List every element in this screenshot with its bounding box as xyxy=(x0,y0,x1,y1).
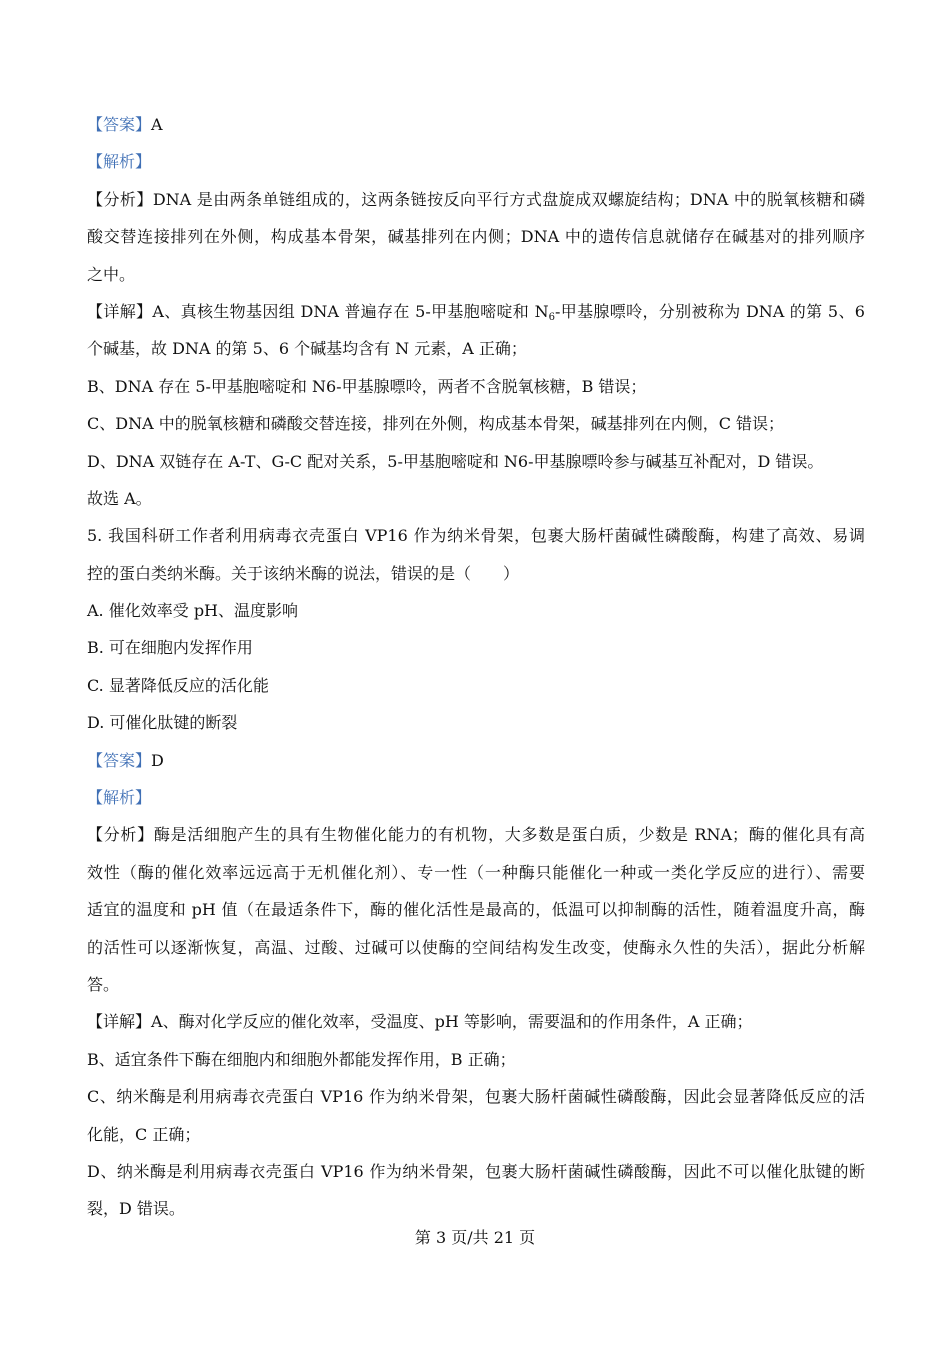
text-line: 酸交替连接排列在外侧，构成基本骨架，碱基排列在内侧；DNA 中的遗传信息就储存在碱基对的排列顺序 xyxy=(87,227,865,247)
xiangjie-label: 【详解】 xyxy=(87,1012,152,1032)
q4-fenxi xyxy=(87,187,865,299)
document-page xyxy=(87,112,865,1234)
text-line: 效性（酶的催化效率远远高于无机催化剂）、专一性（一种酶只能催化一种或一类化学反应的进行）、需要 xyxy=(87,862,865,882)
analysis-label: 【解析】 xyxy=(87,152,152,172)
q5-options xyxy=(87,598,865,748)
option-d: D. 可催化肽键的断裂 xyxy=(87,713,238,733)
q5-analysis-heading xyxy=(87,785,865,822)
xiangjie-label: 【详解】 xyxy=(87,301,153,321)
q5-xiangjie xyxy=(87,1009,865,1233)
answer-label: 【答案】 xyxy=(87,115,152,134)
fenxi-label: 【分析】 xyxy=(87,189,153,209)
option-c: C. 显著降低反应的活化能 xyxy=(87,675,269,695)
text-line: A、真核生物基因组 DNA 普遍存在 5-甲基胞嘧啶和 N xyxy=(152,301,549,321)
text-line: 之中。 xyxy=(87,264,136,284)
q4-answer xyxy=(87,112,865,149)
text-line: C、纳米酶是利用病毒衣壳蛋白 VP16 作为纳米骨架，包裹大肠杆菌碱性磷酸酶，因此会显著降低反应的活 xyxy=(87,1087,865,1107)
option-a: A. 催化效率受 pH、温度影响 xyxy=(87,601,299,621)
option-b: B. 可在细胞内发挥作用 xyxy=(87,638,253,658)
subscript: 6 xyxy=(548,311,555,323)
text-line: 故选 A。 xyxy=(87,488,152,508)
text-line: -甲基腺嘌呤，分别被称为 DNA 的第 5、6 xyxy=(554,301,865,321)
text-line: 答。 xyxy=(87,974,120,994)
analysis-label: 【解析】 xyxy=(87,788,152,808)
q5-stem xyxy=(87,523,865,598)
text-line: 5. 我国科研工作者利用病毒衣壳蛋白 VP16 作为纳米骨架，包裹大肠杆菌碱性磷酸酶，构建了高效、易调 xyxy=(87,526,865,546)
text-line: 化能，C 正确； xyxy=(87,1124,201,1144)
text-line: 的活性可以逐渐恢复，高温、过酸、过碱可以使酶的空间结构发生改变，使酶永久性的失活），据此分析解 xyxy=(87,937,865,957)
text-line: D、DNA 双链存在 A-T、G-C 配对关系，5-甲基胞嘧啶和 N6-甲基腺嘌呤参与碱基互补配对，D 错误。 xyxy=(87,451,824,471)
text-line: 适宜的温度和 pH 值（在最适条件下，酶的催化活性是最高的，低温可以抑制酶的活性，随着温度升高，酶 xyxy=(87,900,865,920)
text-line: 个碱基，故 DNA 的第 5、6 个碱基均含有 N 元素，A 正确； xyxy=(87,339,527,359)
q4-xiangjie xyxy=(87,299,865,523)
text-line: C、DNA 中的脱氧核糖和磷酸交替连接，排列在外侧，构成基本骨架，碱基排列在内侧，C 错误； xyxy=(87,414,785,434)
page-footer: 第 3 页/共 21 页 xyxy=(414,1228,536,1247)
q4-analysis-heading xyxy=(87,149,865,186)
text-line: A、酶对化学反应的催化效率，受温度、pH 等影响，需要温和的作用条件，A 正确； xyxy=(151,1012,753,1032)
text-line: B、适宜条件下酶在细胞内和细胞外都能发挥作用，B 正确； xyxy=(87,1049,516,1069)
text-line: DNA 是由两条单链组成的，这两条链按反向平行方式盘旋成双螺旋结构；DNA 中的脱氧核糖和磷 xyxy=(152,189,865,209)
text-line: 酶是活细胞产生的具有生物催化能力的有机物，大多数是蛋白质，少数是 RNA；酶的催化具有高 xyxy=(153,825,865,845)
text-line: B、DNA 存在 5-甲基胞嘧啶和 N6-甲基腺嘌呤，两者不含脱氧核糖，B 错误； xyxy=(87,376,647,396)
answer-value: D xyxy=(151,750,164,770)
text-line: 控的蛋白类纳米酶。关于该纳米酶的说法，错误的是（ ） xyxy=(87,563,520,583)
q5-answer xyxy=(87,748,865,785)
fenxi-label: 【分析】 xyxy=(87,825,154,845)
answer-label: 【答案】 xyxy=(87,750,152,770)
answer-value: A xyxy=(151,115,163,134)
q5-fenxi xyxy=(87,822,865,1009)
text-line: D、纳米酶是利用病毒衣壳蛋白 VP16 作为纳米骨架，包裹大肠杆菌碱性磷酸酶，因此不可以催化肽键的断 xyxy=(87,1161,865,1181)
text-line: 裂，D 错误。 xyxy=(87,1199,185,1219)
